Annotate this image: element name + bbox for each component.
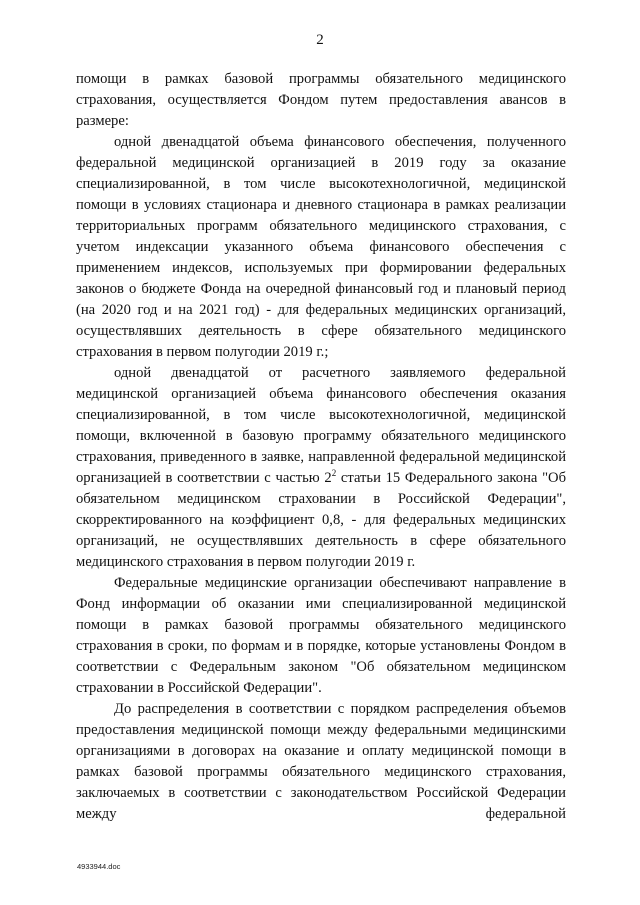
paragraph-5: До распределения в соответствии с порядком распределения объемов предоставления медицинской помощи между федеральными медицинскими организациями в договорах на оказание и оплату медицинской помощи в рамках базовой программы обязательного медицинского страхования, заключаемых в соответствии с законодательством Российской Федерации между федеральной bbox=[76, 701, 566, 822]
paragraph-1: помощи в рамках базовой программы обязательного медицинского страхования, осуществляется Фондом путем предоставления авансов в размере: bbox=[76, 71, 566, 129]
paragraph-2: одной двенадцатой объема финансового обеспечения, полученного федеральной медицинской организацией в 2019 году за оказание специализированной, в том числе высокотехнологичной, медицинской помощи в условиях стационара и дневного стационара в рамках реализации территориальных программ обязательного медицинского страхования, с учетом индексации указанного объема финансового обеспечения с применением индексов, используемых при формировании федеральных законов о бюджете Фонда на очередной финансовый год и плановый период (на 2020 год и на 2021 год) - для федеральных медицинских организаций, осуществлявших деятельность в сфере обязательного медицинского страхования в первом полугодии 2019 г.; bbox=[76, 134, 566, 360]
paragraph-4: Федеральные медицинские организации обеспечивают направление в Фонд информации об оказании ими специализированной медицинской помощи в рамках базовой программы обязательного медицинского страхования в сроки, по формам и в порядке, которые установлены Фондом в соответствии с Федеральным законом "Об обязательном медицинском страховании в Российской Федерации". bbox=[76, 575, 566, 696]
footer-file-name: 4933944.doc bbox=[77, 862, 121, 871]
superscript-part-number: 2 bbox=[331, 468, 337, 478]
document-body bbox=[76, 69, 566, 825]
page-number: 2 bbox=[316, 32, 324, 48]
paragraph-3-text-after: статьи 15 Федерального закона "Об обязательном медицинском страховании в Российской Федерации", скорректированного на коэффициент 0,8, - для федеральных медицинских организаций, не осуществлявших деятельность в сфере обязательного медицинского страхования в первом полугодии 2019 г. bbox=[76, 470, 566, 570]
paragraph-3-text-before: одной двенадцатой от расчетного заявляемого федеральной медицинской организацией объема финансового обеспечения оказания специализированной, в том числе высокотехнологичной, медицинской помощи, включенной в базовую программу обязательного медицинского страхования, приведенного в заявке, направленной федеральной медицинской организацией в соответствии с частью 2 bbox=[76, 365, 566, 486]
paragraph-3 bbox=[76, 363, 566, 573]
